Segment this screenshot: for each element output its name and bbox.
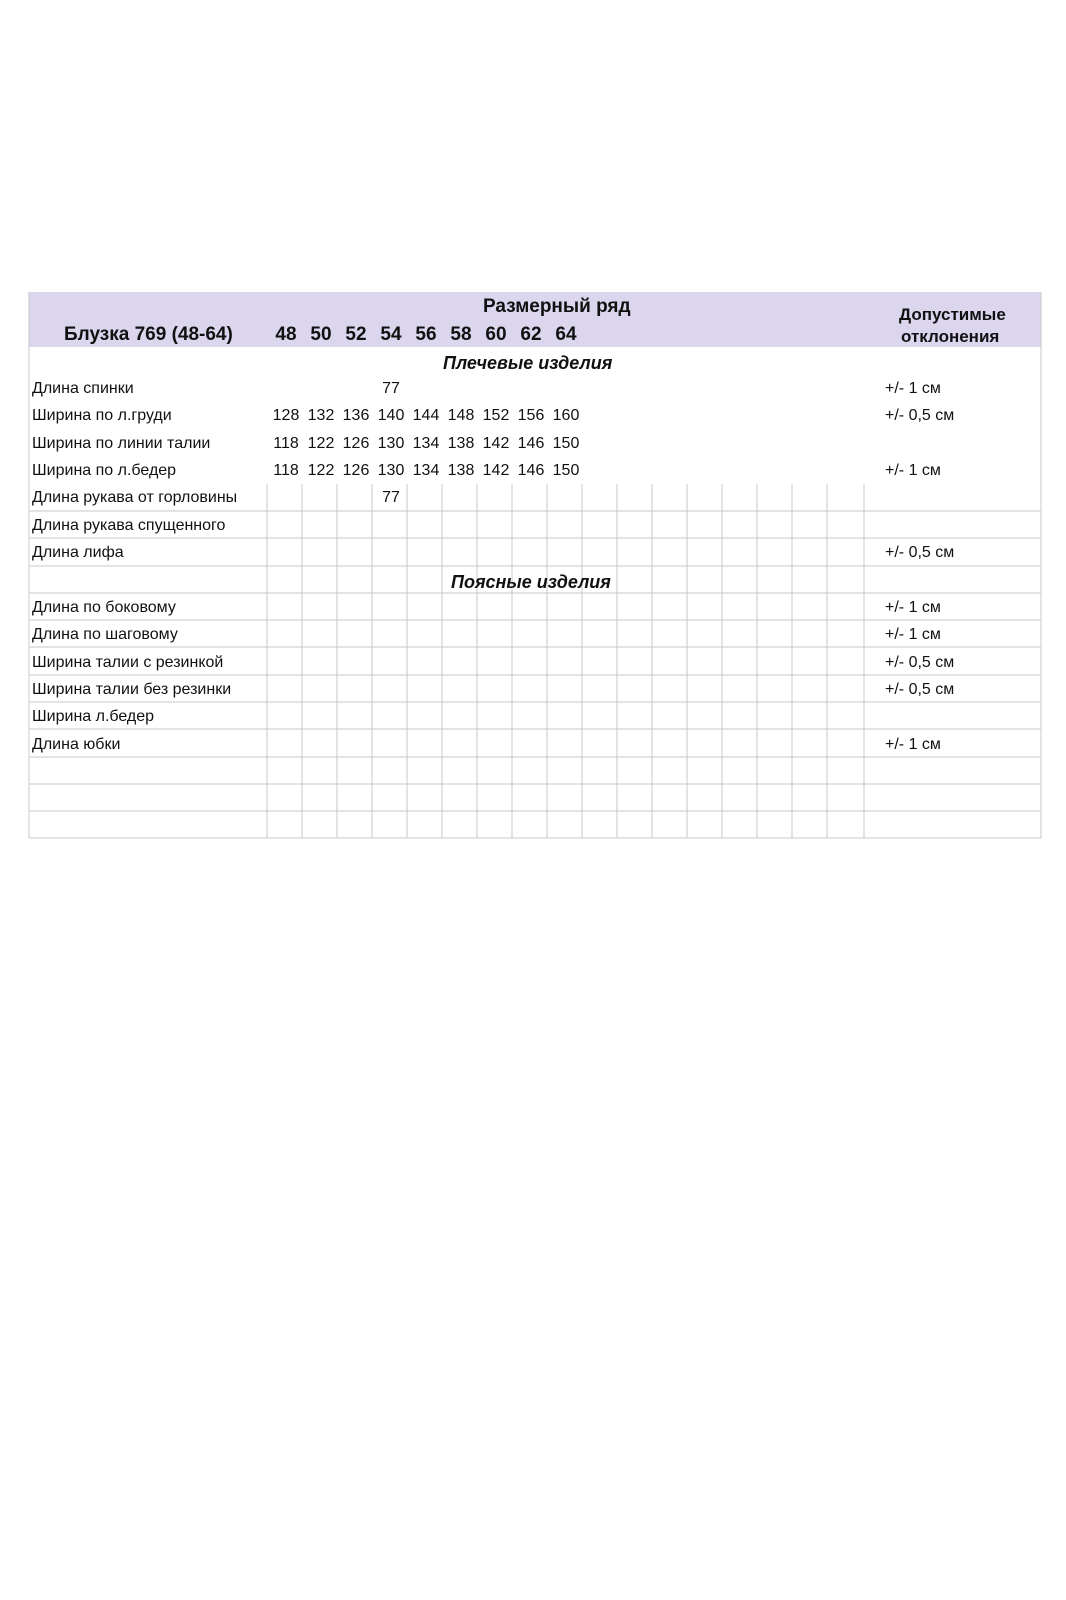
size-value-cell: 118 xyxy=(273,434,299,452)
size-header-64: 64 xyxy=(555,324,577,345)
row-label: Длина спинки xyxy=(32,380,134,397)
size-value-cell: 126 xyxy=(342,434,370,452)
row-label: Длина лифа xyxy=(32,543,124,561)
size-header-54: 54 xyxy=(380,324,402,345)
row-label: Длина рукава от горловины xyxy=(32,489,238,507)
size-header-62: 62 xyxy=(520,324,542,345)
size-value-cell: 130 xyxy=(377,461,405,479)
section-title-waist: Поясные изделия xyxy=(451,572,611,592)
size-value-cell: 148 xyxy=(447,407,475,425)
size-value-cell: 122 xyxy=(307,434,335,452)
size-value-cell: 77 xyxy=(382,489,400,507)
size-value-cell: 138 xyxy=(447,461,475,479)
tolerance-value: +/- 1 см xyxy=(885,626,941,644)
tolerance-value: +/- 0,5 см xyxy=(885,543,955,561)
row-label: Ширина л.бедер xyxy=(32,708,155,726)
product-title: Блузка 769 (48-64) xyxy=(64,324,233,345)
size-value-cell: 152 xyxy=(482,407,510,425)
size-range-title: Размерный ряд xyxy=(483,296,631,317)
section-title-shoulder: Плечевые изделия xyxy=(443,353,613,373)
tolerance-value: +/- 1 см xyxy=(885,461,941,479)
tolerance-value: +/- 1 см xyxy=(885,735,941,753)
size-header-60: 60 xyxy=(485,324,507,345)
size-header-50: 50 xyxy=(310,324,332,345)
row-label: Ширина по л.бедер xyxy=(32,461,177,479)
size-header-48: 48 xyxy=(275,324,297,345)
tolerance-header-line2: отклонения xyxy=(901,327,1000,346)
size-value-cell: 134 xyxy=(412,461,440,479)
size-value-cell: 132 xyxy=(307,407,335,425)
size-value-cell: 134 xyxy=(412,434,440,452)
size-value-cell: 150 xyxy=(552,434,580,452)
size-value-cell: 128 xyxy=(272,407,300,425)
size-value-cell: 146 xyxy=(517,461,545,479)
size-header-52: 52 xyxy=(345,324,367,345)
size-value-cell: 156 xyxy=(517,407,545,425)
size-value-cell: 138 xyxy=(447,434,475,452)
size-value-cell: 144 xyxy=(412,407,440,425)
size-value-cell: 146 xyxy=(517,434,545,452)
row-label: Ширина по л.груди xyxy=(32,407,172,425)
tolerance-header-line1: Допустимые xyxy=(899,305,1006,324)
size-header-58: 58 xyxy=(450,324,472,345)
size-value-cell: 77 xyxy=(382,380,400,397)
tolerance-value: +/- 1 см xyxy=(885,380,941,397)
size-value-cell: 142 xyxy=(482,434,510,452)
tolerance-value: +/- 0,5 см xyxy=(885,680,955,698)
size-value-cell: 136 xyxy=(342,407,370,425)
size-value-cell: 160 xyxy=(552,407,580,425)
row-label: Ширина талии без резинки xyxy=(32,680,232,698)
tolerance-value: +/- 1 см xyxy=(885,599,941,616)
row-label: Ширина по линии талии xyxy=(32,434,211,452)
tolerance-value: +/- 0,5 см xyxy=(885,653,955,671)
size-value-cell: 122 xyxy=(307,461,335,479)
size-value-cell: 150 xyxy=(552,461,580,479)
row-label: Длина юбки xyxy=(32,735,121,753)
row-label: Длина по шаговому xyxy=(32,626,178,644)
size-value-cell: 140 xyxy=(377,407,405,425)
size-value-cell: 142 xyxy=(482,461,510,479)
size-header-56: 56 xyxy=(415,324,437,345)
size-value-cell: 130 xyxy=(377,434,405,452)
row-label: Ширина талии с резинкой xyxy=(32,653,224,671)
row-label: Длина по боковому xyxy=(32,599,176,616)
row-label: Длина рукава спущенного xyxy=(32,516,226,534)
size-value-cell: 118 xyxy=(273,461,299,479)
size-value-cell: 126 xyxy=(342,461,370,479)
tolerance-value: +/- 0,5 см xyxy=(885,407,955,425)
